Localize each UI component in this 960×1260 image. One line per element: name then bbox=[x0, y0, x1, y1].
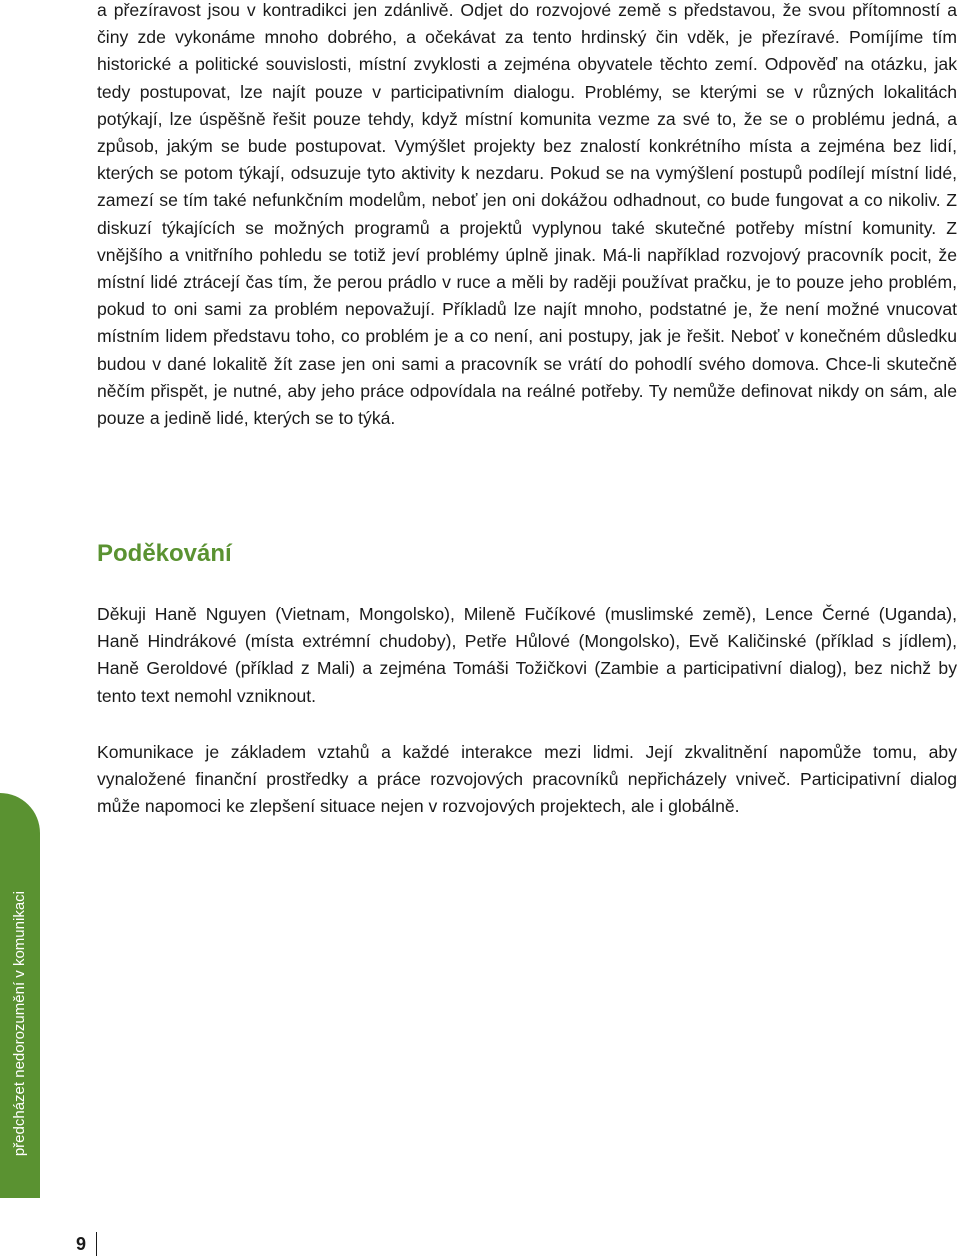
page-number-divider bbox=[96, 1232, 97, 1256]
side-tab-label-wrap bbox=[0, 793, 40, 1198]
section-label: předcházet nedorozumění v komunikaci bbox=[11, 890, 28, 1156]
section-side-tab bbox=[0, 793, 40, 1198]
closing-paragraph: Komunikace je základem vztahů a každé interakce mezi lidmi. Její zkvalitnění napomůže tomu, aby vynaložené finanční prostředky a práce rozvojových pracovníků nepřicházely vniveč. Participativní dialog může napomoci ke zlepšení situace nejen v rozvojových projektech, ale i globálně. bbox=[97, 742, 957, 817]
intro-paragraph: a přezíravost jsou v kontradikci jen zdánlivě. Odjet do rozvojové země s představou, že svou přítomností a činy zde vykonáme mnoho dobrého, a očekávat za tento hrdinský čin vděk, je přezíravé. Pomíjíme tím historické a politické souvislosti, místní zvyklosti a zejména obyvatele těchto zemí. Odpověď na otázku, jak tedy postupovat, lze najít pouze v participativním dialogu. Problémy, se kterými se v různých lokalitách potýkají, lze úspěšně řešit pouze tehdy, když místní komunita vezme za své to, že se o problému jedná, a způsob, jakým se bude postupovat. Vymýšlet projekty bez znalostí konkrétního místa a zejména bez lidí, kterých se potom týkají, odsuzuje tyto aktivity k nezdaru. Pokud se na vymýšlení postupů podílejí místní lidé, zamezí se tím také nefunkčním modelům, neboť jen oni dokážou odhadnout, co bude fungovat a co nikoliv. Z diskuzí týkajících se možných programů a projektů vyplynou také skutečné potřeby místní komunity. Z vnějšího a vnitřního pohledu se totiž jeví problémy úplně jinak. Má-li například rozvojový pracovník pocit, že místní lidé ztrácejí čas tím, že perou prádlo v ruce a měli by raději používat pračku, je to pouze jeho problém, pokud to oni sami za problém nepovažují. Příkladů lze najít mnoho, podstatné je, že není možné vnucovat místním lidem představu toho, co problém je a co není, ani postupy, jak je řešit. Neboť v konečném důsledku budou v dané lokalitě žít zase jen oni sami a pracovník se vrátí do pohodlí svého domova. Chce-li skutečně něčím přispět, je nutné, aby jeho práce odpovídala na reálné potřeby. Ty nemůže definovat nikdy on sám, ale pouze a jedině lidé, kterých se to týká. bbox=[97, 0, 957, 429]
page-number: 9 bbox=[76, 1234, 87, 1254]
acknowledgements-heading: Poděkování bbox=[97, 540, 232, 567]
page-content bbox=[97, 0, 957, 817]
acknowledgements-paragraph: Děkuji Haně Nguyen (Vietnam, Mongolsko), Mileně Fučíkové (muslimské země), Lence Černé (Uganda), Haně Hindrákové (místa extrémní chudoby), Petře Hůlové (Mongolsko), Evě Kaličinské (příklad s jídlem), Haně Geroldové (příklad z Mali) a zejména Tomáši Tožičkovi (Zambie a participativní dialog), bez nichž by tento text nemohl vzniknout. bbox=[97, 604, 957, 706]
